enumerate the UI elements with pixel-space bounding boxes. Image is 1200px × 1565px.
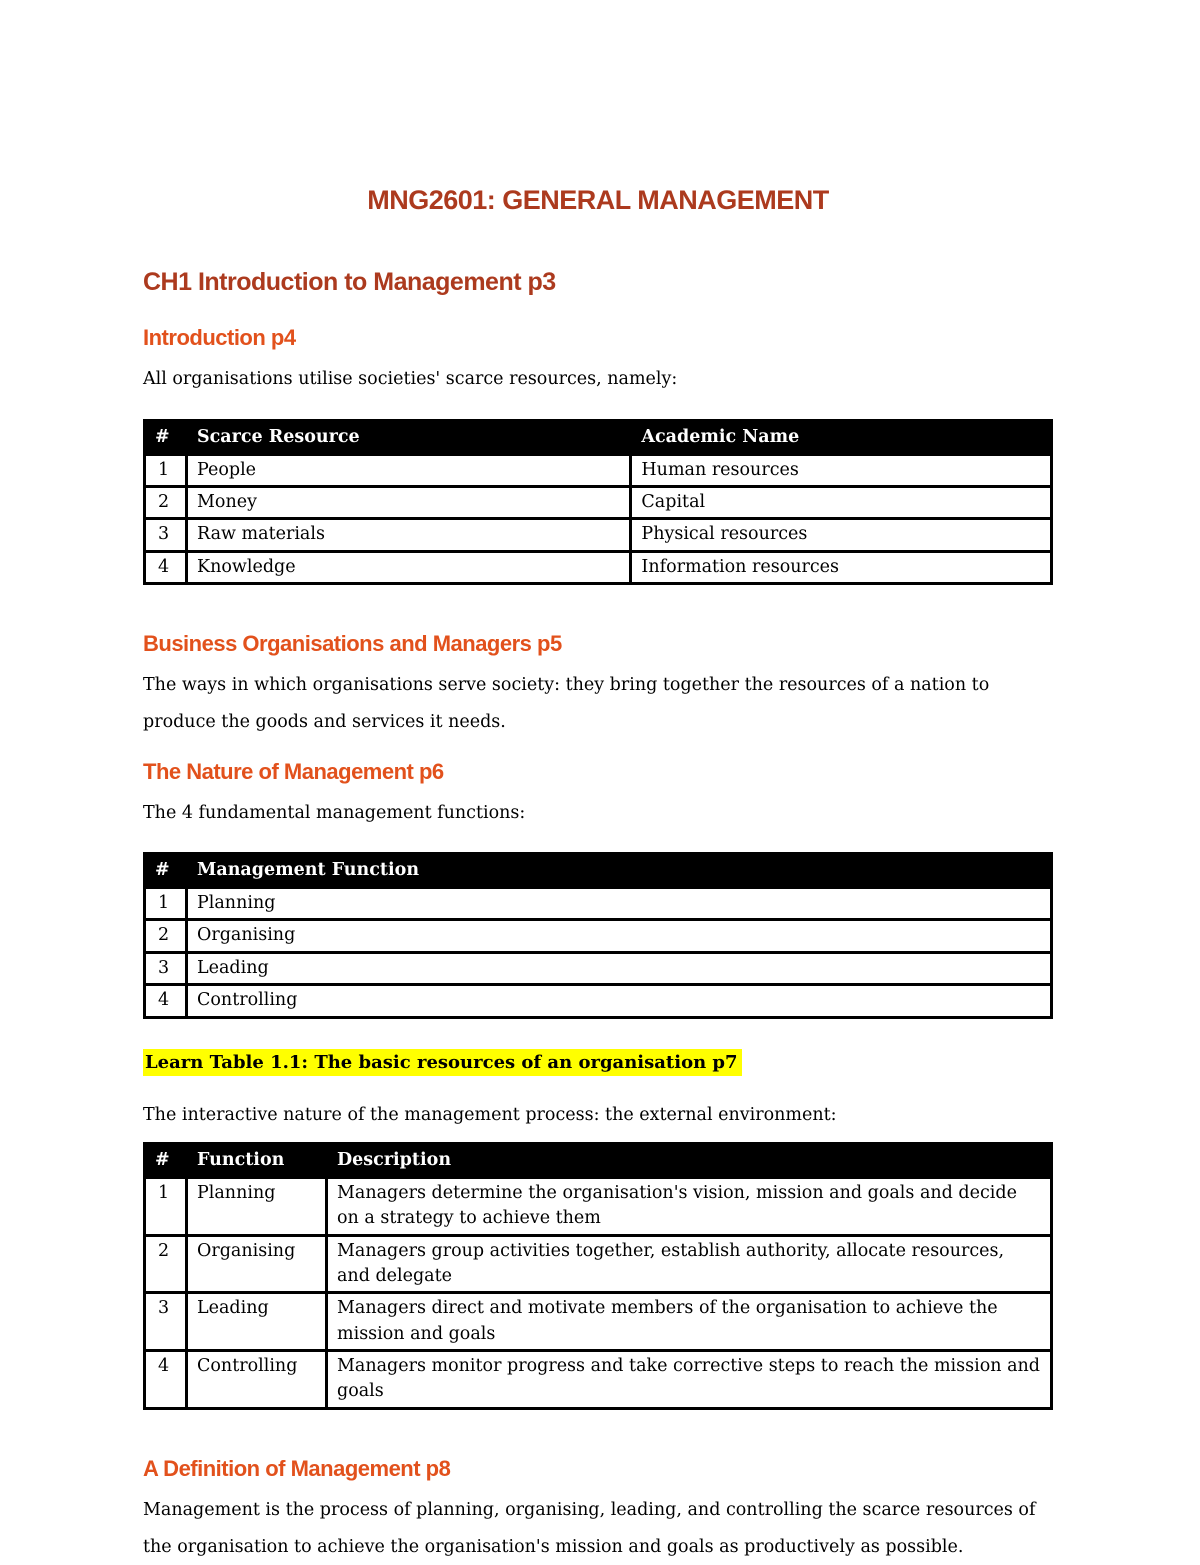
section-heading-definition-of-management: A Definition of Management p8 bbox=[143, 1455, 451, 1481]
table-row bbox=[145, 519, 1052, 551]
page-title: MNG2601: GENERAL MANAGEMENT bbox=[367, 185, 829, 215]
cell-management-function: Controlling bbox=[187, 985, 1052, 1017]
paragraph-nature-of-management: The 4 fundamental management functions: bbox=[143, 802, 526, 823]
cell-function: Planning bbox=[187, 1177, 327, 1235]
column-header-management-function: Management Function bbox=[187, 854, 1052, 888]
paragraph-interactive-nature: The interactive nature of the management process: the external environment: bbox=[143, 1105, 837, 1126]
cell-management-function: Leading bbox=[187, 952, 1052, 984]
cell-management-function: Organising bbox=[187, 920, 1052, 952]
cell-description: Managers direct and motivate members of the organisation to achieve the mission and goals bbox=[327, 1293, 1052, 1351]
column-header-description: Description bbox=[327, 1144, 1052, 1178]
table-row bbox=[145, 486, 1052, 518]
cell-function: Organising bbox=[187, 1235, 327, 1293]
cell-scarce-resource: Raw materials bbox=[187, 519, 631, 551]
cell-academic-name: Capital bbox=[631, 486, 1052, 518]
cell-description: Managers group activities together, establish authority, allocate resources, and delegate bbox=[327, 1235, 1052, 1293]
cell-number: 2 bbox=[145, 486, 187, 518]
cell-number: 1 bbox=[145, 1177, 187, 1235]
section-heading-nature-of-management: The Nature of Management p6 bbox=[143, 758, 444, 784]
cell-academic-name: Physical resources bbox=[631, 519, 1052, 551]
chapter-heading: CH1 Introduction to Management p3 bbox=[143, 268, 556, 296]
table-header-row bbox=[145, 420, 1052, 454]
table-row bbox=[145, 920, 1052, 952]
column-header-number: # bbox=[145, 1144, 187, 1178]
cell-description: Managers determine the organisation's vision, mission and goals and decide on a strategy to achieve them bbox=[327, 1177, 1052, 1235]
cell-number: 4 bbox=[145, 551, 187, 583]
column-header-scarce-resource: Scarce Resource bbox=[187, 420, 631, 454]
paragraph-business-organisations: The ways in which organisations serve society: they bring together the resources of a nation to produce the goods and services it needs. bbox=[143, 675, 990, 732]
scarce-resources-table bbox=[143, 419, 1053, 585]
table-header-row bbox=[145, 854, 1052, 888]
column-header-academic-name: Academic Name bbox=[631, 420, 1052, 454]
column-header-number: # bbox=[145, 420, 187, 454]
table-row bbox=[145, 1177, 1052, 1235]
function-description-table bbox=[143, 1142, 1053, 1410]
section-heading-introduction: Introduction p4 bbox=[143, 325, 296, 350]
table-row bbox=[145, 1235, 1052, 1293]
cell-management-function: Planning bbox=[187, 888, 1052, 920]
table-row bbox=[145, 1293, 1052, 1351]
table-row bbox=[145, 551, 1052, 583]
table-row bbox=[145, 985, 1052, 1017]
cell-academic-name: Human resources bbox=[631, 454, 1052, 486]
cell-scarce-resource: People bbox=[187, 454, 631, 486]
learn-note-highlighted-text: Learn Table 1.1: The basic resources of an organisation p7 bbox=[143, 1049, 742, 1076]
paragraph-introduction: All organisations utilise societies' scarce resources, namely: bbox=[143, 369, 678, 389]
cell-number: 1 bbox=[145, 454, 187, 486]
table-row bbox=[145, 952, 1052, 984]
cell-number: 3 bbox=[145, 1293, 187, 1351]
paragraph-definition-of-management: Management is the process of planning, organising, leading, and controlling the scarce resources of the organisation to achieve the organisation's mission and goals as productively as possible. bbox=[143, 1499, 1036, 1557]
table-row bbox=[145, 454, 1052, 486]
cell-description: Managers monitor progress and take corrective steps to reach the mission and goals bbox=[327, 1351, 1052, 1409]
cell-number: 2 bbox=[145, 920, 187, 952]
section-heading-business-organisations: Business Organisations and Managers p5 bbox=[143, 631, 562, 656]
cell-number: 1 bbox=[145, 888, 187, 920]
table-header-row bbox=[145, 1144, 1052, 1178]
management-function-table bbox=[143, 852, 1053, 1018]
cell-scarce-resource: Money bbox=[187, 486, 631, 518]
cell-number: 4 bbox=[145, 1351, 187, 1409]
column-header-number: # bbox=[145, 854, 187, 888]
column-header-function: Function bbox=[187, 1144, 327, 1178]
learn-note bbox=[143, 1049, 1053, 1078]
cell-function: Controlling bbox=[187, 1351, 327, 1409]
cell-number: 2 bbox=[145, 1235, 187, 1293]
cell-function: Leading bbox=[187, 1293, 327, 1351]
cell-academic-name: Information resources bbox=[631, 551, 1052, 583]
table-row bbox=[145, 1351, 1052, 1409]
cell-scarce-resource: Knowledge bbox=[187, 551, 631, 583]
table-row bbox=[145, 888, 1052, 920]
cell-number: 4 bbox=[145, 985, 187, 1017]
cell-number: 3 bbox=[145, 952, 187, 984]
cell-number: 3 bbox=[145, 519, 187, 551]
